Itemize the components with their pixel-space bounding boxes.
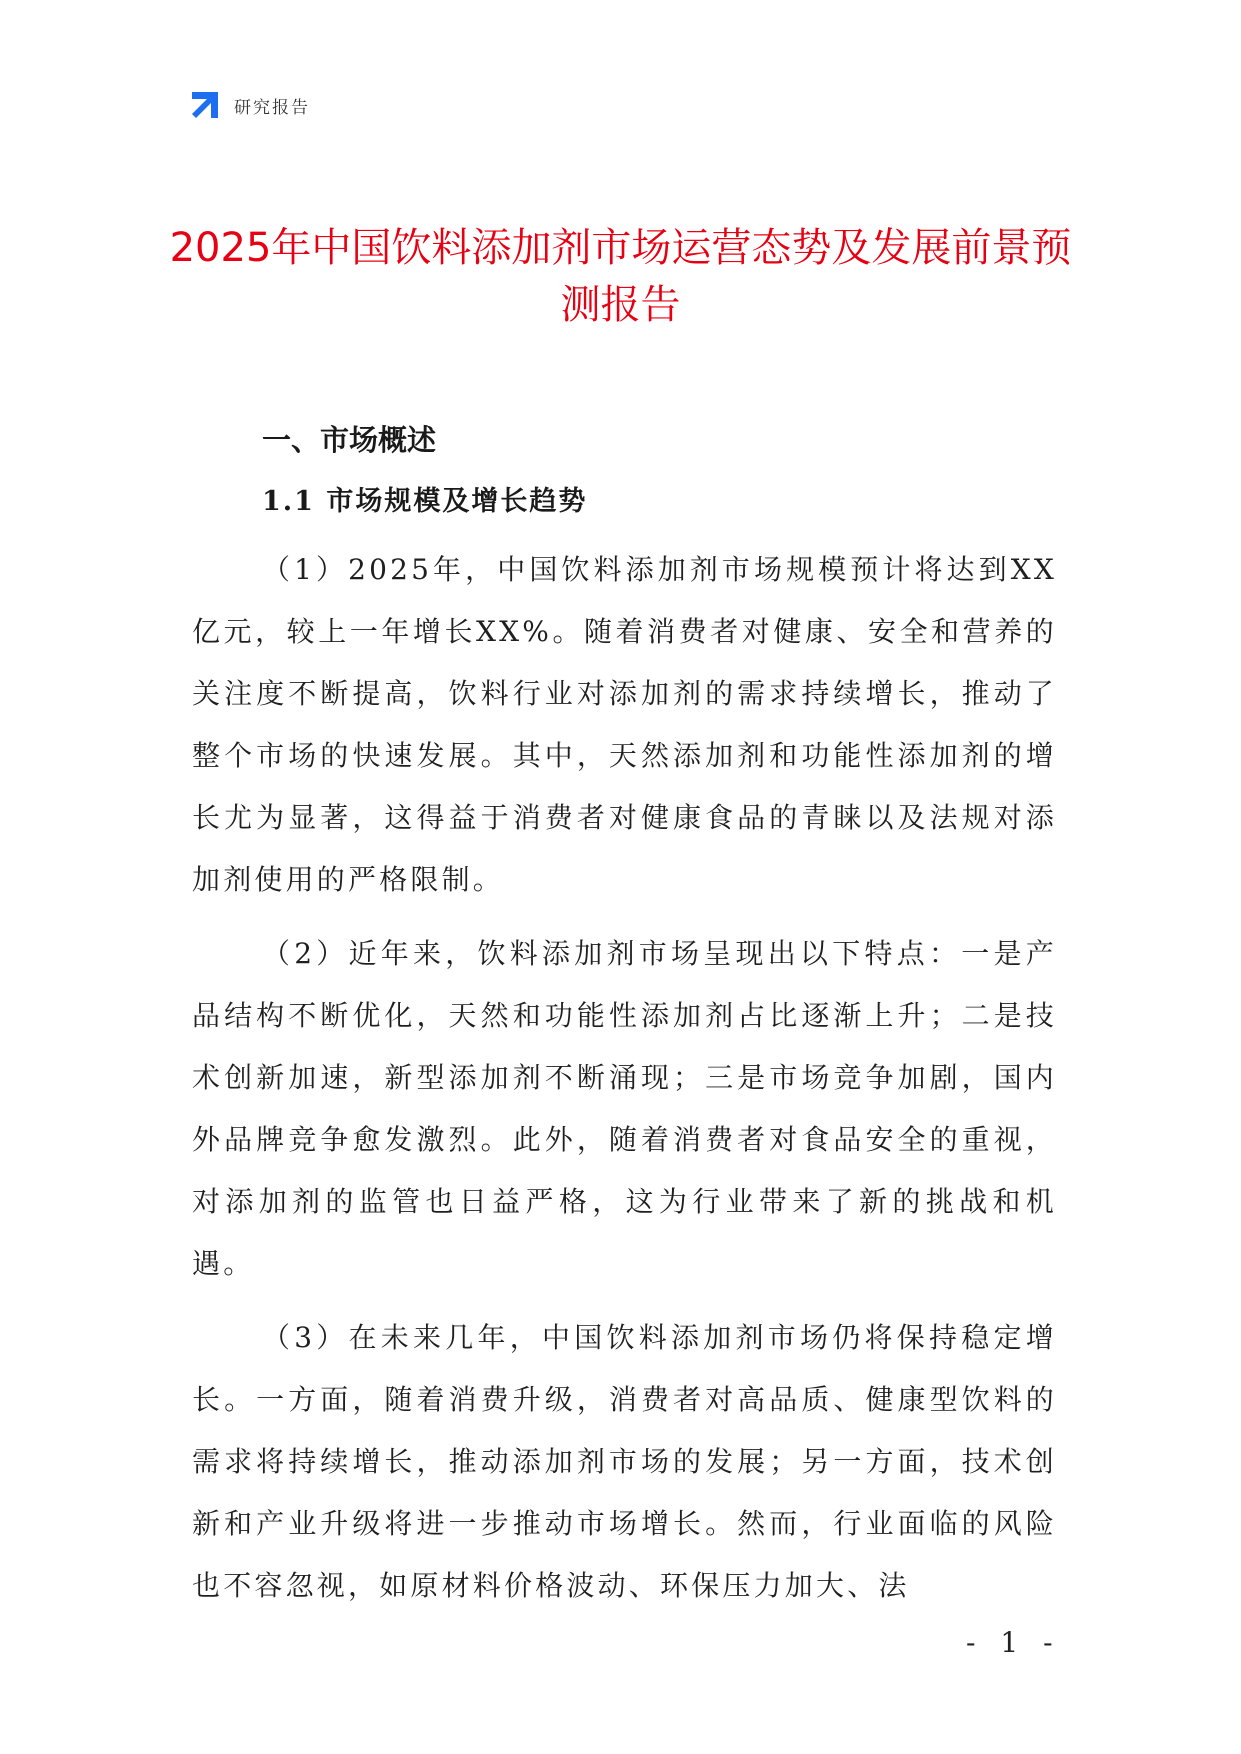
header-brand-label: 研究报告 — [234, 97, 310, 118]
report-header — [190, 88, 310, 122]
report-title: 2025年中国饮料添加剂市场运营态势及发展前景预测报告 — [169, 225, 1072, 328]
page-number: - 1 - — [966, 1626, 1061, 1659]
report-body — [192, 415, 1057, 1617]
section-heading: 一、市场概述 — [262, 423, 437, 457]
paragraph-3: （3）在未来几年，中国饮料添加剂市场仍将保持稳定增长。一方面，随着消费升级，消费者对高品质、健康型饮料的需求将持续增长，推动添加剂市场的发展；另一方面，技术创新和产业升级将进一步推动市场增长。然而，行业面临的风险也不容忽视，如原材料价格波动、环保压力加大、法 — [192, 1321, 1057, 1602]
paragraph-1: （1）2025年，中国饮料添加剂市场规模预计将达到XX亿元，较上一年增长XX%。随着消费者对健康、安全和营养的关注度不断提高，饮料行业对添加剂的需求持续增长，推动了整个市场的快速发展。其中，天然添加剂和功能性添加剂的增长尤为显著，这得益于消费者对健康食品的青睐以及法规对添加剂使用的严格限制。 — [192, 553, 1057, 896]
paragraph-2: （2）近年来，饮料添加剂市场呈现出以下特点：一是产品结构不断优化，天然和功能性添加剂占比逐渐上升；二是技术创新加速，新型添加剂不断涌现；三是市场竞争加剧，国内外品牌竞争愈发激烈。此外，随着消费者对食品安全的重视，对添加剂的监管也日益严格，这为行业带来了新的挑战和机遇。 — [192, 937, 1057, 1280]
arrow-up-right-icon — [190, 90, 220, 120]
subsection-heading: 1.1 市场规模及增长趋势 — [262, 486, 588, 517]
